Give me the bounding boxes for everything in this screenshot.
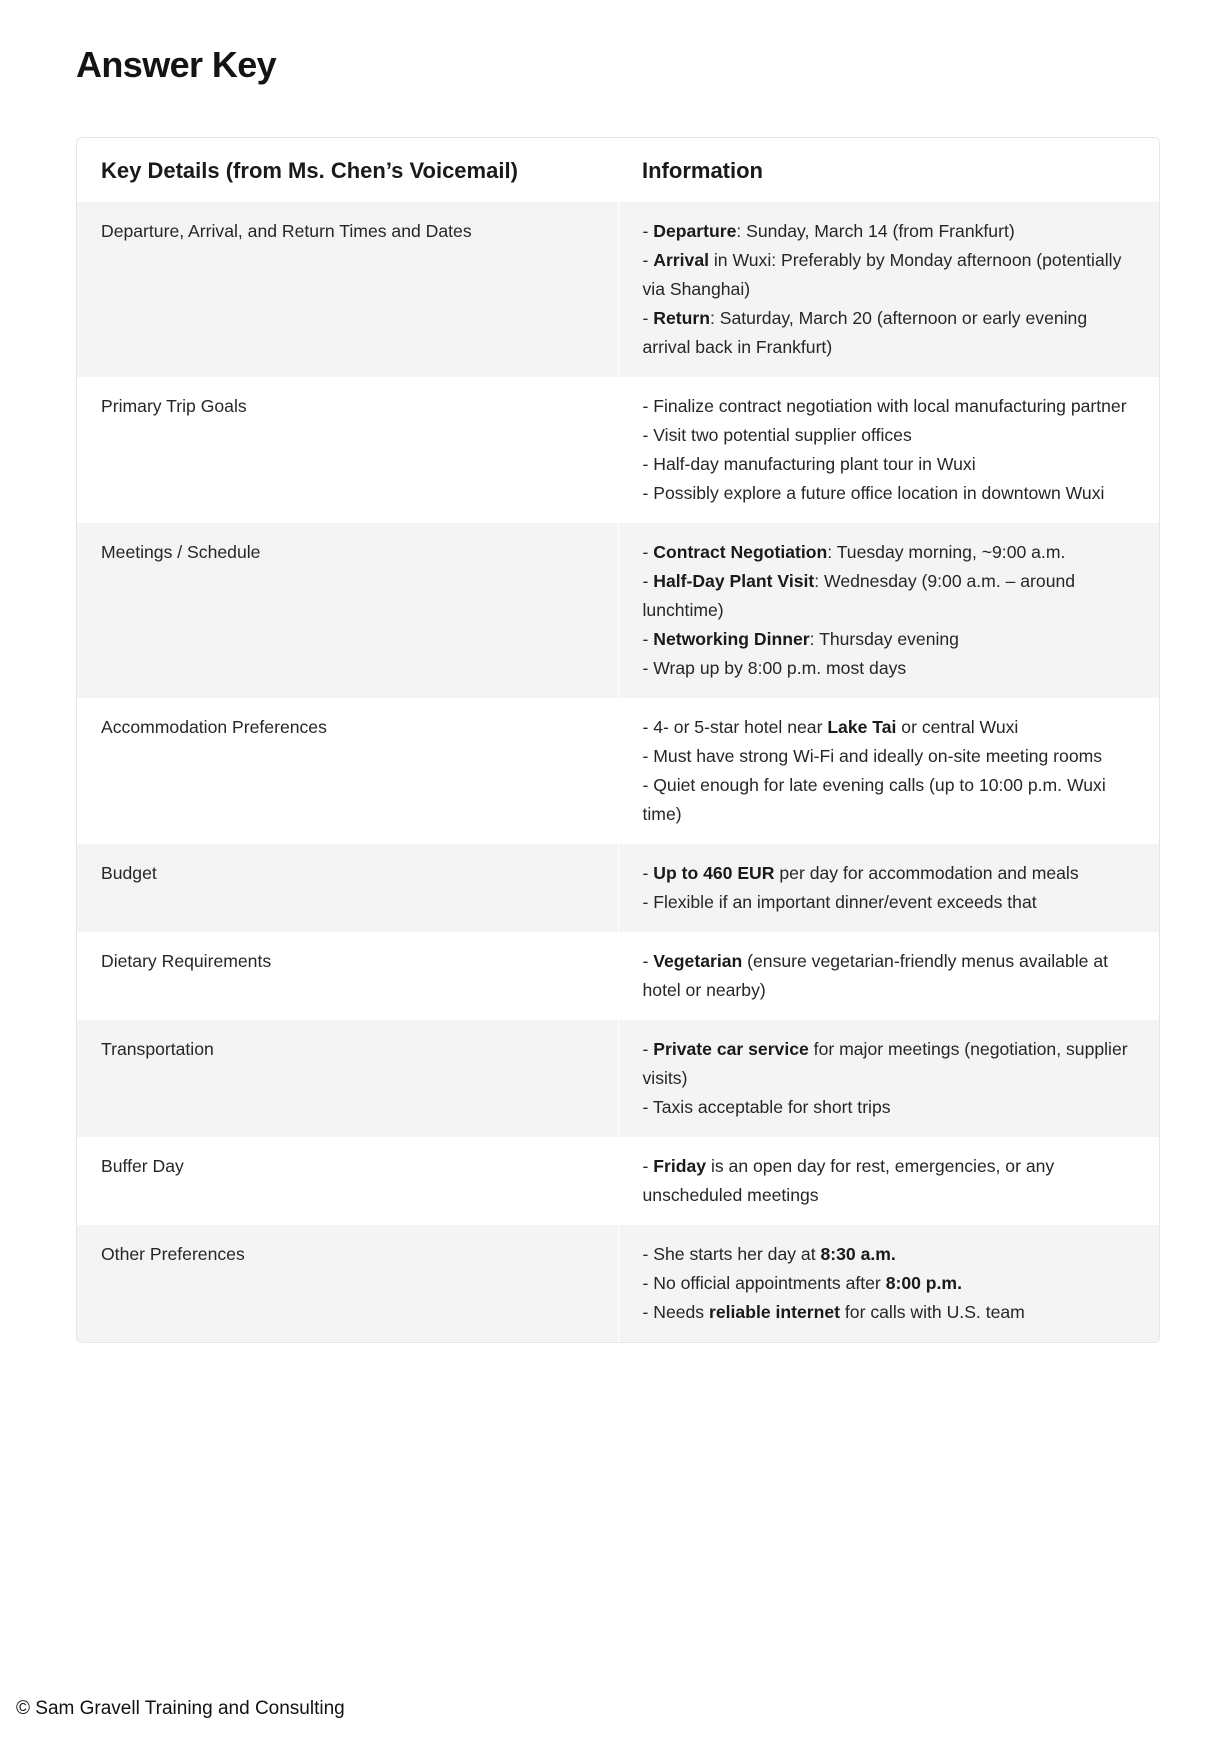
info-text: - bbox=[642, 863, 654, 883]
info-text: - She starts her day at bbox=[642, 1244, 821, 1264]
info-line bbox=[643, 947, 1138, 1005]
emphasis-text: Lake Tai bbox=[827, 717, 897, 737]
row-information bbox=[618, 1020, 1159, 1137]
table-row bbox=[77, 1225, 1159, 1342]
info-line bbox=[643, 479, 1138, 508]
info-text: per day for accommodation and meals bbox=[774, 863, 1079, 883]
info-text: - Finalize contract negotiation with local manufacturing partner bbox=[642, 396, 1127, 416]
info-line bbox=[643, 392, 1138, 421]
answer-key-table bbox=[76, 137, 1160, 1343]
info-line bbox=[643, 1093, 1138, 1122]
row-information bbox=[618, 377, 1159, 523]
table-row bbox=[77, 523, 1159, 698]
info-text: : Wednesday (9:00 a.m. – around lunchtime) bbox=[642, 571, 1076, 620]
info-text: - Possibly explore a future office location in downtown Wuxi bbox=[642, 483, 1105, 503]
info-text: - Flexible if an important dinner/event exceeds that bbox=[642, 892, 1037, 912]
emphasis-text: Up to 460 EUR bbox=[653, 863, 775, 883]
info-line bbox=[643, 1035, 1138, 1093]
emphasis-text: reliable internet bbox=[709, 1302, 841, 1322]
copyright-footer: © Sam Gravell Training and Consulting bbox=[16, 1698, 345, 1719]
emphasis-text: Vegetarian bbox=[653, 951, 743, 971]
emphasis-text: Contract Negotiation bbox=[653, 542, 828, 562]
table-row bbox=[77, 1137, 1159, 1225]
page-title: Answer Key bbox=[76, 44, 277, 85]
info-line bbox=[643, 888, 1138, 917]
info-line bbox=[643, 246, 1138, 304]
row-information bbox=[618, 844, 1159, 932]
info-line bbox=[643, 304, 1138, 362]
row-label: Meetings / Schedule bbox=[77, 523, 618, 698]
info-line bbox=[643, 771, 1138, 829]
info-text: for calls with U.S. team bbox=[840, 1302, 1025, 1322]
info-text: - bbox=[642, 951, 654, 971]
info-text: - Visit two potential supplier offices bbox=[642, 425, 912, 445]
table-row bbox=[77, 377, 1159, 523]
emphasis-text: Return bbox=[653, 308, 710, 328]
info-text: : Thursday evening bbox=[809, 629, 959, 649]
row-information bbox=[618, 698, 1159, 844]
info-text: or central Wuxi bbox=[896, 717, 1019, 737]
info-text: - bbox=[642, 629, 654, 649]
emphasis-text: 8:00 p.m. bbox=[885, 1273, 962, 1293]
header-information: Information bbox=[618, 138, 1159, 202]
info-text: - Needs bbox=[642, 1302, 709, 1322]
table-row bbox=[77, 844, 1159, 932]
emphasis-text: Friday bbox=[653, 1156, 707, 1176]
row-label: Accommodation Preferences bbox=[77, 698, 618, 844]
emphasis-text: 8:30 a.m. bbox=[820, 1244, 896, 1264]
row-information bbox=[618, 202, 1159, 377]
info-text: : Saturday, March 20 (afternoon or early evening arrival back in Frankfurt) bbox=[642, 308, 1088, 357]
info-line bbox=[643, 421, 1138, 450]
row-label: Buffer Day bbox=[77, 1137, 618, 1225]
info-text: - Wrap up by 8:00 p.m. most days bbox=[642, 658, 907, 678]
info-line bbox=[643, 1269, 1138, 1298]
info-line bbox=[643, 654, 1138, 683]
info-text: - bbox=[642, 221, 654, 241]
info-text: for major meetings (negotiation, supplier visits) bbox=[642, 1039, 1128, 1088]
info-text: - No official appointments after bbox=[642, 1273, 886, 1293]
info-text: - bbox=[642, 308, 654, 328]
emphasis-text: Half-Day Plant Visit bbox=[653, 571, 815, 591]
row-label: Dietary Requirements bbox=[77, 932, 618, 1020]
table-header-row bbox=[77, 138, 1159, 202]
row-information bbox=[618, 932, 1159, 1020]
info-line bbox=[643, 713, 1138, 742]
info-line bbox=[643, 1152, 1138, 1210]
row-label: Primary Trip Goals bbox=[77, 377, 618, 523]
info-text: - bbox=[642, 250, 654, 270]
info-line bbox=[643, 625, 1138, 654]
emphasis-text: Private car service bbox=[653, 1039, 809, 1059]
emphasis-text: Arrival bbox=[653, 250, 709, 270]
info-text: - bbox=[642, 571, 654, 591]
info-text: - bbox=[642, 542, 654, 562]
table-row bbox=[77, 202, 1159, 377]
info-text: - bbox=[642, 1156, 654, 1176]
info-text: - Half-day manufacturing plant tour in Wuxi bbox=[642, 454, 976, 474]
info-text: (ensure vegetarian-friendly menus available at hotel or nearby) bbox=[642, 951, 1109, 1000]
info-text: - Quiet enough for late evening calls (up to 10:00 p.m. Wuxi time) bbox=[642, 775, 1106, 824]
info-line bbox=[643, 1298, 1138, 1327]
info-line bbox=[643, 567, 1138, 625]
info-line bbox=[643, 450, 1138, 479]
info-line bbox=[643, 1240, 1138, 1269]
info-text: - bbox=[642, 1039, 654, 1059]
info-line bbox=[643, 538, 1138, 567]
table-row bbox=[77, 1020, 1159, 1137]
info-line bbox=[643, 859, 1138, 888]
info-line bbox=[643, 742, 1138, 771]
row-label: Transportation bbox=[77, 1020, 618, 1137]
row-information bbox=[618, 1225, 1159, 1342]
info-line bbox=[643, 217, 1138, 246]
info-text: : Sunday, March 14 (from Frankfurt) bbox=[736, 221, 1015, 241]
info-text: - Must have strong Wi-Fi and ideally on-site meeting rooms bbox=[642, 746, 1103, 766]
header-key-details: Key Details (from Ms. Chen’s Voicemail) bbox=[77, 138, 618, 202]
info-text: - Taxis acceptable for short trips bbox=[642, 1097, 891, 1117]
row-label: Other Preferences bbox=[77, 1225, 618, 1342]
row-label: Departure, Arrival, and Return Times and Dates bbox=[77, 202, 618, 377]
row-information bbox=[618, 1137, 1159, 1225]
row-information bbox=[618, 523, 1159, 698]
info-text: is an open day for rest, emergencies, or any unscheduled meetings bbox=[642, 1156, 1055, 1205]
table-body bbox=[77, 202, 1159, 1342]
info-text: : Tuesday morning, ~9:00 a.m. bbox=[827, 542, 1066, 562]
info-text: - 4- or 5-star hotel near bbox=[642, 717, 828, 737]
row-label: Budget bbox=[77, 844, 618, 932]
emphasis-text: Networking Dinner bbox=[653, 629, 810, 649]
table-row bbox=[77, 698, 1159, 844]
table-row bbox=[77, 932, 1159, 1020]
emphasis-text: Departure bbox=[653, 221, 737, 241]
info-text: in Wuxi: Preferably by Monday afternoon (potentially via Shanghai) bbox=[642, 250, 1122, 299]
